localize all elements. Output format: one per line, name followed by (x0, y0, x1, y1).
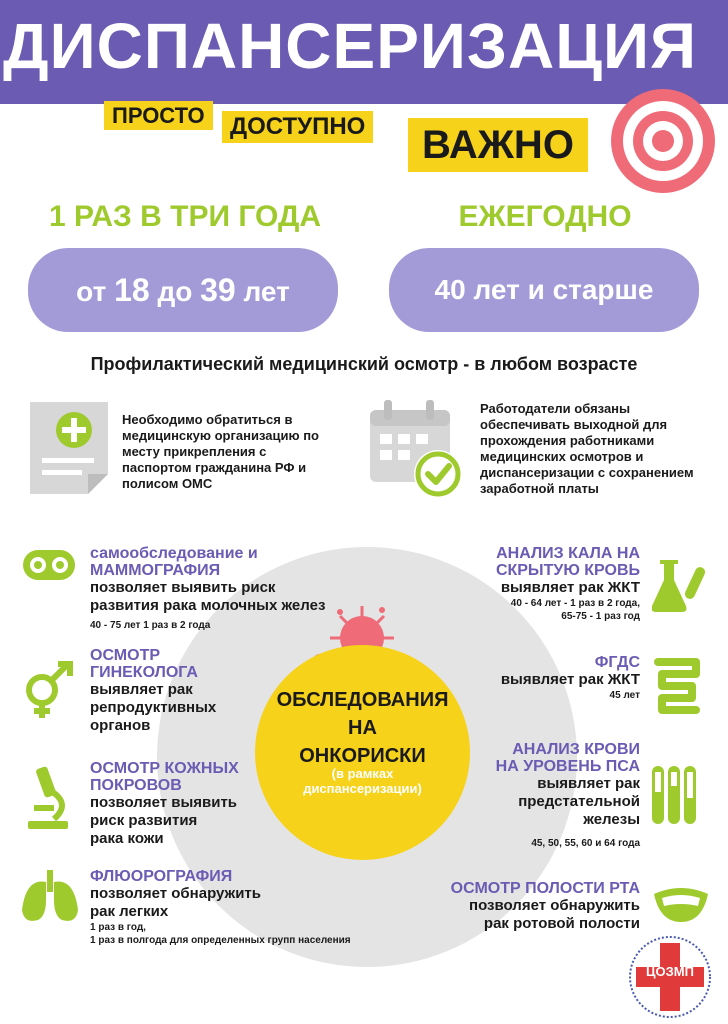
fluorography-desc-line1: позволяет обнаружить (90, 885, 261, 902)
item-mammography (90, 545, 390, 632)
item-oral-exam (420, 880, 640, 933)
microscope-icon (24, 765, 70, 831)
psa-desc-line1: выявляет рак (537, 775, 640, 792)
item-skin (90, 760, 310, 848)
mammography-note: 40 - 75 лет 1 раз в 2 года (90, 620, 211, 631)
info-right-text: Работодатели обязаны обеспечивать выходной для прохождения работниками медицинских осмотров и диспансеризации с сохранением заработной платы (480, 401, 694, 496)
fgds-title: ФГДС (594, 654, 640, 671)
mammography-desc-line1: позволяет выявить риск (90, 579, 276, 596)
fluorography-note-line2: 1 раз в полгода для определенных групп населения (90, 935, 351, 946)
tag-simple: ПРОСТО (104, 101, 213, 130)
age-range-pill-senior (389, 248, 699, 332)
lungs-icon (20, 870, 80, 924)
psa-desc-line2: предстательной (518, 793, 640, 810)
tag-accessible: ДОСТУПНО (222, 111, 373, 143)
pill-age-min: 18 (114, 272, 150, 308)
center-title-line2: НА (348, 717, 377, 739)
stool-test-note-line1: 40 - 64 лет - 1 раз в 2 года, (510, 598, 640, 609)
pill-text-to: до (157, 276, 193, 307)
gynecology-desc-line3: органов (90, 717, 151, 734)
psa-title-line1: АНАЛИЗ КРОВИ (512, 741, 640, 758)
item-fgds (440, 654, 640, 702)
item-gynecology (90, 647, 290, 735)
item-fluorography (90, 868, 420, 947)
center-title-line1: ОБСЛЕДОВАНИЯ (276, 689, 449, 711)
stool-test-desc: выявляет рак ЖКТ (500, 579, 640, 596)
right-frequency-label: ЕЖЕГОДНО (458, 200, 632, 233)
psa-note: 45, 50, 55, 60 и 64 года (531, 838, 640, 849)
mammography-title-line2: МАММОГРАФИЯ (90, 562, 221, 579)
item-stool-test (440, 545, 640, 623)
skin-title-line1: ОСМОТР КОЖНЫХ (90, 760, 239, 777)
eye-icon (22, 549, 76, 581)
item-psa-test (450, 741, 640, 850)
oral-exam-desc-line2: рак ротовой полости (483, 915, 640, 932)
age-range-pill-young (28, 248, 338, 332)
oral-exam-title: ОСМОТР ПОЛОСТИ РТА (450, 880, 640, 897)
left-frequency-label: 1 РАЗ В ТРИ ГОДА (48, 200, 321, 233)
mouth-icon (652, 884, 710, 924)
mammography-title-line1: самообследование и (90, 545, 258, 562)
pill-text-from: от (76, 276, 107, 307)
subtitle: Профилактический медицинский осмотр - в любом возрасте (90, 354, 638, 374)
gynecology-desc-line2: репродуктивных (90, 699, 217, 716)
clinic-logo-text: ЦОЗМП (646, 964, 694, 979)
mammography-desc-line2: развития рака молочных желез (90, 597, 326, 614)
psa-desc-line3: железы (583, 811, 640, 828)
skin-desc-line1: позволяет выявить (90, 794, 238, 811)
center-title-line3: ОНКОРИСКИ (299, 745, 426, 767)
skin-desc-line2: риск развития (90, 812, 198, 829)
gynecology-desc-line1: выявляет рак (90, 681, 193, 698)
psa-title-line2: НА УРОВЕНЬ ПСА (495, 758, 640, 775)
test-tube-icon (652, 558, 708, 614)
oral-exam-desc-line1: позволяет обнаружить (469, 897, 640, 914)
stool-test-note-line2: 65-75 - 1 раз год (561, 611, 640, 622)
pill-text-senior: 40 лет и старше (434, 274, 654, 305)
pill-age-max: 39 (200, 272, 236, 308)
gynecology-title-line1: ОСМОТР (90, 647, 161, 664)
fluorography-note-line1: 1 раз в год, (90, 922, 146, 933)
center-subtitle-line1: (в рамках (331, 766, 394, 781)
blood-tubes-icon (650, 764, 698, 826)
gynecology-title-line2: ГИНЕКОЛОГА (90, 664, 198, 681)
fgds-desc: выявляет рак ЖКТ (500, 671, 640, 688)
intestine-icon (652, 658, 702, 718)
info-left-text: Необходимо обратиться в медицинскую организацию по месту прикрепления с паспортом гражданина РФ и полисом ОМС (122, 412, 319, 491)
page-title: ДИСПАНСЕРИЗАЦИЯ (3, 10, 697, 82)
target-icon (608, 86, 718, 196)
skin-title-line2: ПОКРОВОВ (90, 777, 182, 794)
skin-desc-line3: рака кожи (90, 830, 164, 847)
fgds-note: 45 лет (609, 690, 640, 701)
fluorography-desc-line2: рак легких (90, 903, 169, 920)
fluorography-title: ФЛЮОРОГРАФИЯ (90, 868, 233, 885)
tag-important: ВАЖНО (408, 118, 588, 172)
calendar-check-icon (366, 396, 466, 500)
pill-text-years: лет (243, 276, 290, 307)
center-subtitle-line2: диспансеризации) (303, 781, 422, 796)
gender-icon (22, 660, 78, 720)
stool-test-title-line1: АНАЛИЗ КАЛА НА (496, 545, 640, 562)
document-plus-icon (28, 400, 110, 496)
stool-test-title-line2: СКРЫТУЮ КРОВЬ (495, 562, 640, 579)
